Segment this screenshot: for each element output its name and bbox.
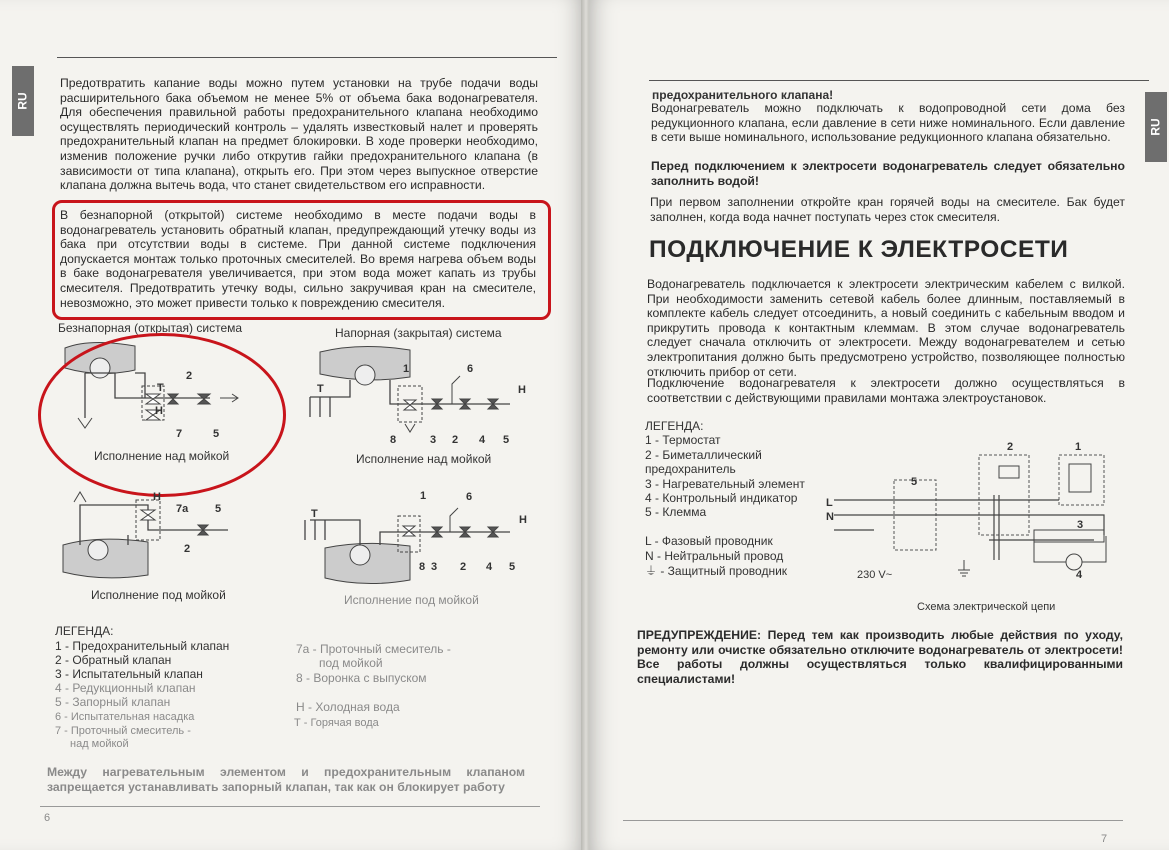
legend-item: над мойкой bbox=[70, 738, 129, 750]
language-tab: RU bbox=[12, 66, 34, 136]
reducer-paragraph: Водонагреватель можно подключать к водопроводной сети дома без редукционного клапана, если давление в сети ниже номинального. Если давление в сети выше номинального, использование редукционного клапана обязательно. bbox=[651, 101, 1125, 145]
top-bold-line: предохранительного клапана! bbox=[652, 88, 834, 102]
circuit-voltage: 230 V~ bbox=[857, 569, 893, 581]
label-8-d: 8 bbox=[419, 561, 426, 573]
label-h-c: Н bbox=[153, 491, 161, 503]
legend-item: под мойкой bbox=[319, 656, 383, 670]
label-1-d: 1 bbox=[420, 490, 427, 502]
label-t-b: Т bbox=[317, 383, 324, 395]
warning-label: ПРЕДУПРЕЖДЕНИЕ: bbox=[637, 628, 762, 642]
left-bottom-warning: Между нагревательным элементом и предохранительным клапаном запрещается устанавливать запорный клапан, так как он блокирует работу bbox=[47, 765, 525, 794]
label-4-d: 4 bbox=[486, 561, 493, 573]
left-page bbox=[0, 0, 583, 850]
label-2-a: 2 bbox=[186, 370, 193, 382]
label-t-a: Т bbox=[157, 382, 164, 394]
label-2-b: 2 bbox=[452, 434, 459, 446]
section-title: ПОДКЛЮЧЕНИЕ К ЭЛЕКТРОСЕТИ bbox=[649, 236, 1069, 263]
legend-item: 5 - Клемма bbox=[645, 505, 707, 519]
circuit-l: L bbox=[826, 497, 833, 509]
legend-item: 3 - Испытательный клапан bbox=[55, 667, 203, 681]
legend-item: 5 - Запорный клапан bbox=[55, 695, 171, 709]
electrical-warning bbox=[637, 628, 1123, 686]
circuit-diagram bbox=[834, 440, 1119, 585]
legend-item: 2 - Обратный клапан bbox=[55, 653, 172, 667]
label-3-d: 3 bbox=[431, 561, 438, 573]
diagram-closed-under-sink bbox=[300, 500, 525, 590]
diagram-closed-over-sink bbox=[310, 342, 525, 447]
circuit-caption: Схема электрической цепи bbox=[917, 601, 1056, 613]
label-6-d: 6 bbox=[466, 491, 473, 503]
label-h-b: Н bbox=[518, 384, 526, 396]
label-5-c: 5 bbox=[215, 503, 222, 515]
page-number: 6 bbox=[44, 812, 51, 824]
language-tab: RU bbox=[1145, 92, 1167, 162]
bottom-rule bbox=[623, 820, 1123, 821]
closed-system-title: Напорная (закрытая) система bbox=[335, 326, 502, 340]
legend-item: 7а - Проточный смеситель - bbox=[296, 642, 451, 656]
red-highlight-box bbox=[52, 200, 551, 320]
regulations-paragraph: Подключение водонагревателя к электросети должно осуществляться в соответствии с действующими правилами монтажа электроустановок. bbox=[647, 376, 1125, 405]
circuit-5: 5 bbox=[911, 476, 918, 488]
valve-maintenance-paragraph: Предотвратить капание воды можно путем установки на трубе подачи воды расширительного бака объемом не менее 5% от объема бака водонагревателя. Для обеспечения правильной работы предохранительного клапана необходимо осуществлять периодический контроль – удалять известковый налет и проверять предохранительный клапан на предмет блокировки. В ходе проверки необходимо, изменив положение ручки либо открутив гайки предохранительного клапана (в зависимости от типа клапана), открыть его. При этом через выпускное отверстие клапана должна вытечь вода, что станет свидетельством его исправности. bbox=[60, 76, 538, 193]
legend-item: 8 - Воронка с выпуском bbox=[296, 671, 427, 685]
caption-under-sink-2: Исполнение под мойкой bbox=[344, 593, 479, 607]
label-3-b: 3 bbox=[430, 434, 437, 446]
label-h-d: Н bbox=[519, 514, 527, 526]
circuit-3: 3 bbox=[1077, 519, 1084, 531]
label-2-c: 2 bbox=[184, 543, 191, 555]
label-7-a: 7 bbox=[176, 428, 183, 440]
wire-item: ⏚ - Защитный проводник bbox=[645, 564, 788, 578]
top-rule bbox=[57, 57, 557, 58]
legend-item: 6 - Испытательная насадка bbox=[55, 711, 195, 723]
top-rule bbox=[649, 80, 1149, 81]
connection-paragraph: Водонагреватель подключается к электросети электрическим кабелем с вилкой. При необходимости заменить сетевой кабель более длинным, поставляемый в комплекте кабель следует отсоединить, а новый соединить с кабельным вводом и прикрутить провода к контактным клеммам. В этом случае водонагреватель следует сначала отключить от электросети. Между водонагревателем и сетью электропитания должно быть предусмотрено устройство, позволяющее полностью отключить прибор от сети. bbox=[647, 277, 1125, 379]
label-2-d: 2 bbox=[460, 561, 467, 573]
legend-title: ЛЕГЕНДА: bbox=[645, 419, 704, 433]
legend-item: 7 - Проточный смеситель - bbox=[55, 725, 191, 737]
legend-item: Н - Холодная вода bbox=[296, 700, 400, 714]
label-4-b: 4 bbox=[479, 434, 486, 446]
open-system-title: Безнапорная (открытая) система bbox=[58, 321, 243, 335]
label-7a-c: 7а bbox=[176, 503, 189, 515]
legend-item: 1 - Предохранительный клапан bbox=[55, 639, 230, 653]
legend-item: Т - Горячая вода bbox=[294, 717, 379, 729]
diagram-open-under-sink bbox=[58, 490, 258, 590]
circuit-2: 2 bbox=[1007, 441, 1014, 453]
legend-item: предохранитель bbox=[645, 462, 736, 476]
legend-title: ЛЕГЕНДА: bbox=[55, 624, 114, 638]
bottom-rule bbox=[40, 806, 540, 807]
legend-item: 2 - Биметаллический bbox=[645, 448, 762, 462]
label-1-b: 1 bbox=[403, 363, 410, 375]
label-t-d: Т bbox=[311, 508, 318, 520]
wire-item: L - Фазовый проводник bbox=[645, 534, 773, 548]
label-5-d: 5 bbox=[509, 561, 516, 573]
circuit-4: 4 bbox=[1076, 569, 1083, 581]
caption-over-sink: Исполнение над мойкой bbox=[94, 449, 230, 463]
page-number: 7 bbox=[1101, 833, 1108, 845]
legend-item: 4 - Редукционный клапан bbox=[55, 681, 196, 695]
open-system-paragraph: В безнапорной (открытой) системе необходимо в месте подачи воды в водонагреватель установить обратный клапан, предупреждающий утечку воды из бака при отсутствии воды в системе. При данной системе подключения допускается монтаж только проточных смесителей. Во время нагрева объем воды в баке водонагревателя увеличивается, при этом вода может капать из трубы смесителя. Предотвратить утечку воды, сильно закручивая кран на смесителе, невозможно, это может привести только к повреждению смесителя. bbox=[60, 208, 536, 310]
label-6-b: 6 bbox=[467, 363, 474, 375]
legend-item: 4 - Контрольный индикатор bbox=[645, 491, 798, 505]
legend-item: 3 - Нагревательный элемент bbox=[645, 477, 805, 491]
warning-text: Перед тем как производить любые действия по уходу, ремонту или очистке обязательно отключите водонагреватель от электросети! Все работы должны осуществляться только квалифицированными специалистами! bbox=[637, 628, 1123, 686]
wire-item: N - Нейтральный провод bbox=[645, 549, 784, 563]
red-highlight-ellipse bbox=[38, 333, 286, 497]
caption-over-sink-2: Исполнение над мойкой bbox=[356, 452, 492, 466]
caption-under-sink: Исполнение под мойкой bbox=[91, 588, 226, 602]
circuit-n: N bbox=[826, 511, 834, 523]
label-h-a: Н bbox=[155, 405, 163, 417]
circuit-1: 1 bbox=[1075, 441, 1082, 453]
fill-water-note: Перед подключением к электросети водонагреватель следует обязательно заполнить водой! bbox=[651, 159, 1125, 188]
legend-item: 1 - Термостат bbox=[645, 433, 721, 447]
label-8-b: 8 bbox=[390, 434, 397, 446]
first-fill-paragraph: При первом заполнении откройте кран горячей воды на смесителе. Бак будет заполнен, когда вода начнет поступать через сток смесителя. bbox=[650, 195, 1125, 224]
right-page bbox=[589, 0, 1169, 850]
label-5-a: 5 bbox=[213, 428, 220, 440]
label-5-b: 5 bbox=[503, 434, 510, 446]
